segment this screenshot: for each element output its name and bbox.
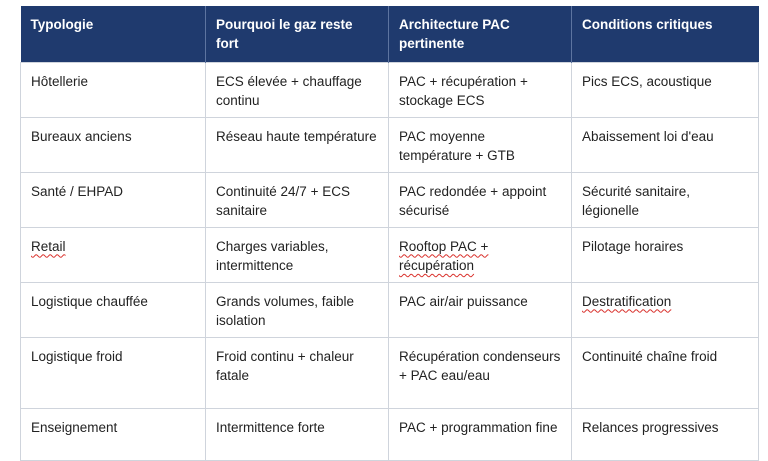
table-cell: PAC + programmation fine — [389, 408, 572, 460]
table-cell — [572, 282, 759, 337]
table-cell: ECS élevée + chauffage continu — [206, 62, 389, 117]
table-cell: Intermittence forte — [206, 408, 389, 460]
typology-table-container — [20, 6, 758, 461]
table-cell: Récupération condenseurs + PAC eau/eau — [389, 337, 572, 408]
table-cell: Logistique chauffée — [21, 282, 206, 337]
table-row — [21, 172, 759, 227]
table-cell: Continuité 24/7 + ECS sanitaire — [206, 172, 389, 227]
table-row — [21, 117, 759, 172]
spellcheck-flagged-text: Rooftop PAC + récupération — [399, 238, 489, 273]
table-cell: Enseignement — [21, 408, 206, 460]
table-cell: Froid continu + chaleur fatale — [206, 337, 389, 408]
table-cell: Bureaux anciens — [21, 117, 206, 172]
table-cell: Pilotage horaires — [572, 227, 759, 282]
table-row — [21, 62, 759, 117]
spellcheck-flagged-text: Retail — [31, 238, 66, 254]
table-cell: Continuité chaîne froid — [572, 337, 759, 408]
typology-table — [20, 6, 759, 461]
table-cell: Hôtellerie — [21, 62, 206, 117]
table-cell: Relances progressives — [572, 408, 759, 460]
header-conditions-critiques: Conditions critiques — [572, 6, 759, 62]
table-cell: PAC moyenne température + GTB — [389, 117, 572, 172]
table-header-row — [21, 6, 759, 62]
table-row — [21, 227, 759, 282]
table-cell: PAC + récupération + stockage ECS — [389, 62, 572, 117]
table-cell: Pics ECS, acoustique — [572, 62, 759, 117]
table-cell: PAC air/air puissance — [389, 282, 572, 337]
table-cell: Réseau haute température — [206, 117, 389, 172]
spellcheck-flagged-text: Destratification — [582, 293, 672, 309]
table-cell: Santé / EHPAD — [21, 172, 206, 227]
header-pourquoi-gaz: Pourquoi le gaz reste fort — [206, 6, 389, 62]
table-cell: Sécurité sanitaire, légionelle — [572, 172, 759, 227]
header-architecture-pac: Architecture PAC pertinente — [389, 6, 572, 62]
table-cell: Charges variables, intermittence — [206, 227, 389, 282]
table-cell — [389, 227, 572, 282]
table-row — [21, 282, 759, 337]
table-cell: Abaissement loi d'eau — [572, 117, 759, 172]
table-cell — [21, 227, 206, 282]
table-row — [21, 408, 759, 460]
table-cell: Grands volumes, faible isolation — [206, 282, 389, 337]
table-cell: Logistique froid — [21, 337, 206, 408]
table-cell: PAC redondée + appoint sécurisé — [389, 172, 572, 227]
table-row — [21, 337, 759, 408]
header-typologie: Typologie — [21, 6, 206, 62]
